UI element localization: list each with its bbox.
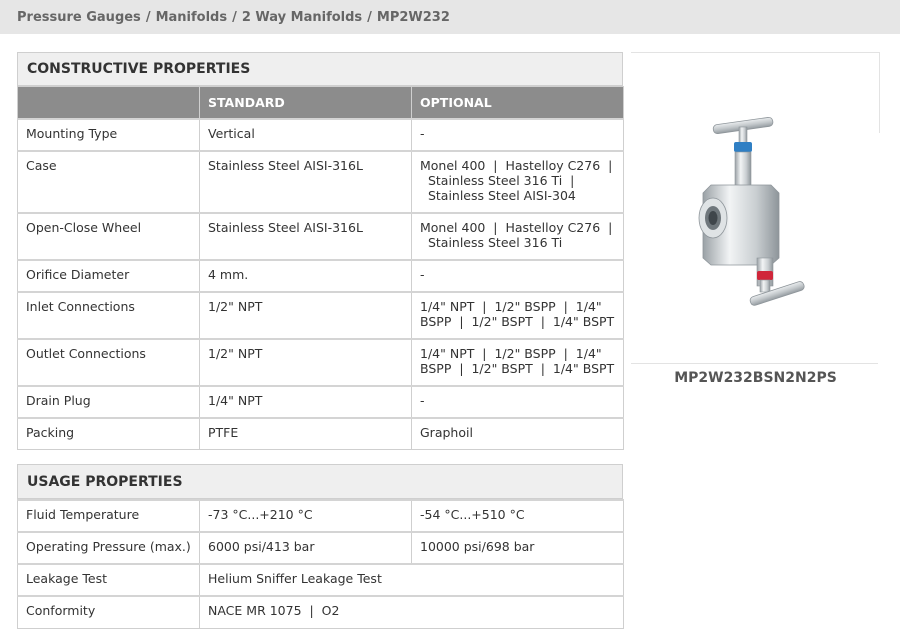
row-optional-value: 1/4" NPT | 1/2" BSPP | 1/4" BSPP | 1/2" BSPT | 1/4" BSPT bbox=[412, 339, 624, 386]
constructive-properties-panel bbox=[17, 52, 623, 450]
row-standard-value: Stainless Steel AISI-316L bbox=[200, 213, 412, 260]
table-row bbox=[18, 532, 624, 564]
row-standard-value: Stainless Steel AISI-316L bbox=[200, 151, 412, 213]
table-row bbox=[18, 292, 624, 339]
product-image-card bbox=[631, 52, 880, 364]
row-optional-value: 1/4" NPT | 1/2" BSPP | 1/4" BSPP | 1/2" BSPT | 1/4" BSPT bbox=[412, 292, 624, 339]
row-standard-value: Vertical bbox=[200, 119, 412, 151]
breadcrumb-separator: / bbox=[367, 10, 372, 25]
row-standard-value: PTFE bbox=[200, 418, 412, 450]
table-row bbox=[18, 260, 624, 292]
table-row bbox=[18, 213, 624, 260]
constructive-properties-title: CONSTRUCTIVE PROPERTIES bbox=[17, 52, 623, 86]
table-row bbox=[18, 386, 624, 418]
table-row bbox=[18, 596, 624, 628]
breadcrumb bbox=[0, 0, 900, 34]
row-standard-value: 6000 psi/413 bar bbox=[200, 532, 412, 564]
table-header-row bbox=[18, 87, 624, 119]
row-label: Inlet Connections bbox=[18, 292, 200, 339]
usage-properties-panel bbox=[17, 464, 623, 629]
breadcrumb-link-manifolds[interactable]: Manifolds bbox=[155, 10, 228, 25]
row-standard-value: Helium Sniffer Leakage Test bbox=[200, 564, 624, 596]
row-standard-value: 1/4" NPT bbox=[200, 386, 412, 418]
breadcrumb-separator: / bbox=[145, 10, 151, 25]
table-row bbox=[18, 151, 624, 213]
row-optional-value: 10000 psi/698 bar bbox=[412, 532, 624, 564]
usage-properties-title: USAGE PROPERTIES bbox=[17, 464, 623, 499]
breadcrumb-current-page: MP2W232 bbox=[376, 10, 450, 25]
row-standard-value: 4 mm. bbox=[200, 260, 412, 292]
header-optional: OPTIONAL bbox=[412, 87, 624, 119]
breadcrumb-separator: / bbox=[232, 10, 237, 25]
row-optional-value: - bbox=[412, 119, 624, 151]
table-row bbox=[18, 339, 624, 386]
table-row bbox=[18, 564, 624, 596]
row-optional-value: - bbox=[412, 260, 624, 292]
row-optional-value: -54 °C...+510 °C bbox=[412, 500, 624, 532]
row-label: Mounting Type bbox=[18, 119, 200, 151]
row-label: Orifice Diameter bbox=[18, 260, 200, 292]
row-optional-value: Graphoil bbox=[412, 418, 624, 450]
constructive-properties-table bbox=[17, 86, 624, 450]
row-label: Conformity bbox=[18, 596, 200, 628]
row-label: Leakage Test bbox=[18, 564, 200, 596]
breadcrumb-link-pressure-gauges[interactable]: Pressure Gauges bbox=[17, 10, 141, 25]
product-model-code: MP2W232BSN2N2PS bbox=[674, 370, 837, 386]
header-property bbox=[18, 87, 200, 119]
row-label: Packing bbox=[18, 418, 200, 450]
row-label: Open-Close Wheel bbox=[18, 213, 200, 260]
table-row bbox=[18, 119, 624, 151]
row-standard-value: 1/2" NPT bbox=[200, 339, 412, 386]
row-optional-value: - bbox=[412, 386, 624, 418]
row-optional-value: Monel 400 | Hastelloy C276 | Stainless Steel 316 Ti bbox=[412, 213, 624, 260]
breadcrumb-link-2-way-manifolds[interactable]: 2 Way Manifolds bbox=[241, 10, 363, 25]
row-label: Drain Plug bbox=[18, 386, 200, 418]
row-standard-value: 1/2" NPT bbox=[200, 292, 412, 339]
usage-properties-table bbox=[17, 499, 624, 629]
table-row bbox=[18, 418, 624, 450]
row-label: Outlet Connections bbox=[18, 339, 200, 386]
row-label: Fluid Temperature bbox=[18, 500, 200, 532]
row-label: Operating Pressure (max.) bbox=[18, 532, 200, 564]
row-label: Case bbox=[18, 151, 200, 213]
table-row bbox=[18, 500, 624, 532]
row-standard-value: NACE MR 1075 | O2 bbox=[200, 596, 624, 628]
manifold-valve-image[interactable] bbox=[631, 53, 880, 365]
header-standard: STANDARD bbox=[200, 87, 412, 119]
row-optional-value: Monel 400 | Hastelloy C276 | Stainless Steel 316 Ti | Stainless Steel AISI-304 bbox=[412, 151, 624, 213]
row-standard-value: -73 °C...+210 °C bbox=[200, 500, 412, 532]
